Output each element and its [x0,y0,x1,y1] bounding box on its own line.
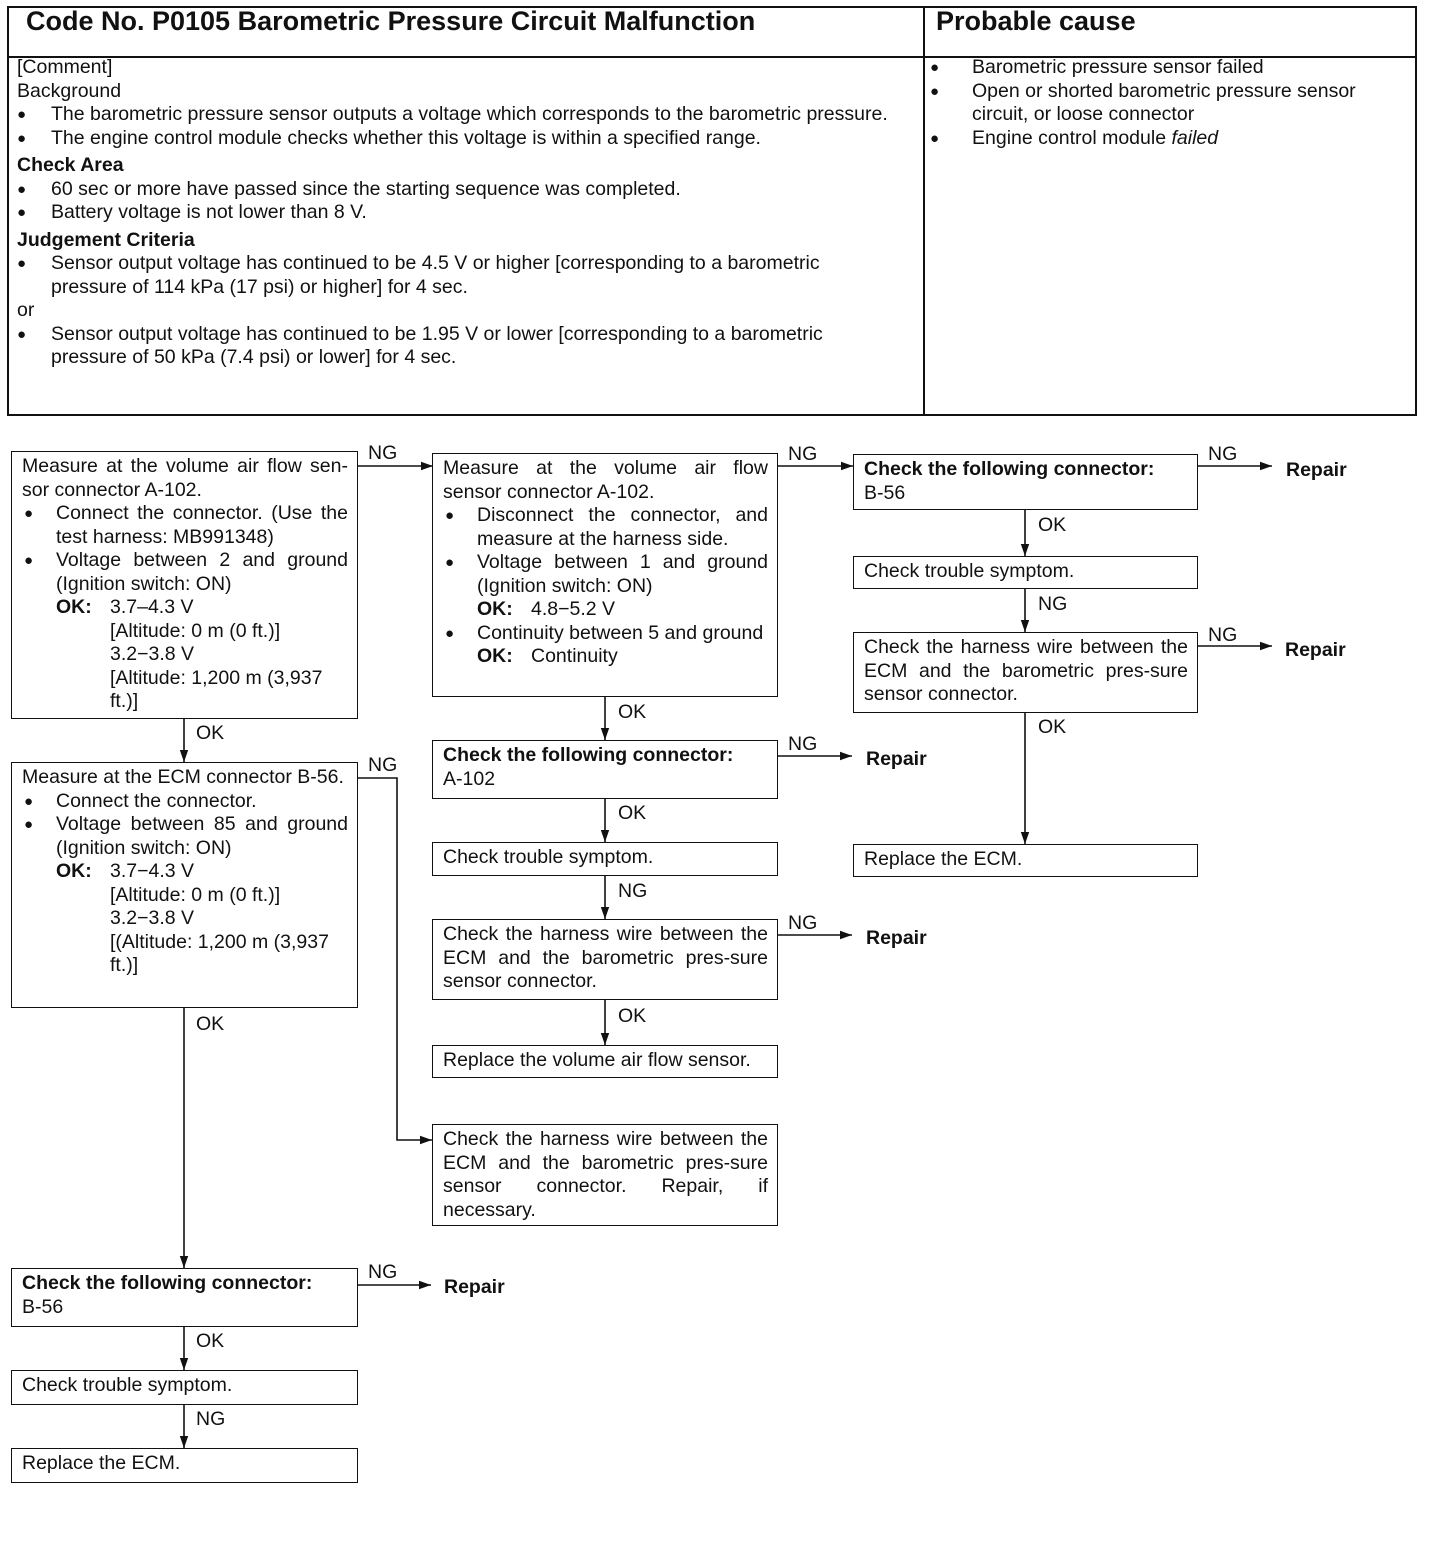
ok-label: OK [196,722,225,744]
page-title: Code No. P0105 Barometric Pressure Circuit Malfunction [26,6,756,36]
altitude-note: [(Altitude: 1,200 m (3,937 ft.)] [110,930,329,976]
connector-id: B-56 [22,1295,64,1318]
ng-label: NG [196,1408,226,1430]
altitude-note: [Altitude: 0 m (0 ft.)] [110,883,281,906]
step-replace-ecm [853,844,1198,877]
step-text: Measure at the volume air flow sen-sor connector A-102. [22,455,348,501]
repair-label: Repair [866,927,927,949]
step-text: Replace the volume air flow sensor. [443,1049,751,1071]
ok-value: 3.7–4.3 V [110,596,194,618]
judgement-item: ● Sensor output voltage has continued to be 4.5 V or higher [corresponding to a barometric pressure of 114 kPa (17 psi) or higher] for 4 sec. [17,252,897,299]
comment-label: [Comment] [17,56,113,78]
ng-label: NG [1038,593,1068,615]
step-replace-ecm [11,1448,358,1483]
judgement-label: Judgement Criteria [17,228,195,251]
step-check-harness-repair [432,1124,778,1226]
ok-value: 3.7−4.3 V [110,860,195,882]
step-measure-vaf-connector [11,451,358,719]
step-bullet: ● Voltage between 1 and ground (Ignition switch: ON) [443,551,768,598]
altitude-note: [Altitude: 1,200 m (3,937 ft.)] [110,666,323,712]
probable-cause-title: Probable cause [936,6,1136,36]
step-measure-ecm-connector [11,762,358,1008]
step-text: Check trouble symptom. [22,1374,233,1396]
ok-label: OK: [56,860,92,882]
ok-label: OK [618,802,647,824]
step-text: Check trouble symptom. [443,846,654,868]
step-text: Replace the ECM. [22,1452,181,1474]
step-title: Check the following connector: [864,458,1155,480]
cause-item: ● Engine control module failed [930,127,1400,151]
failed-emphasis: failed [1171,126,1219,149]
step-bullet: ● Disconnect the connector, and measure at the harness side. [443,504,768,551]
ok-label: OK [618,701,647,723]
repair-label: Repair [1285,639,1346,661]
altitude-note: [Altitude: 0 m (0 ft.)] [110,619,281,642]
cause-item: ● Open or shorted barometric pressure sensor circuit, or loose connector [930,80,1400,127]
step-bullet: ● Voltage between 85 and ground (Ignition switch: ON) [22,813,348,860]
step-check-trouble-symptom [11,1370,358,1405]
repair-label: Repair [444,1276,505,1298]
cause-item: ● Barometric pressure sensor failed [930,56,1400,80]
ok-label: OK [618,1005,647,1027]
step-bullet: ● Voltage between 2 and ground (Ignition switch: ON) [22,549,348,596]
ng-label: NG [788,912,818,934]
step-bullet: ● Connect the connector. (Use the test harness: MB991348) [22,502,348,549]
step-text: Replace the ECM. [864,848,1023,870]
repair-label: Repair [1286,459,1347,481]
ok-label: OK [1038,514,1067,536]
judgement-item: ● Sensor output voltage has continued to be 1.95 V or lower [corresponding to a barometric pressure of 50 kPa (7.4 psi) or lower] for 4 sec. [17,323,897,370]
check-area-item: ● 60 sec or more have passed since the starting sequence was completed. [17,178,897,202]
ok-label: OK: [477,598,513,620]
ok-label: OK: [56,596,92,618]
ok-label: OK [196,1013,225,1035]
ng-label: NG [368,754,398,776]
ok-label: OK [1038,716,1067,738]
background-item: ● The barometric pressure sensor outputs a voltage which corresponds to the barometric pressure. [17,103,897,127]
step-replace-vaf-sensor [432,1045,778,1078]
ok-value: 3.2−3.8 V [110,643,195,665]
ng-label: NG [368,442,398,464]
ok-spec [22,860,348,884]
step-check-connector-b56 [11,1268,358,1327]
repair-label: Repair [866,748,927,770]
ok-spec [22,596,348,620]
step-text: Check the harness wire between the ECM and the barometric pres-sure sensor connector. Repair, if necessary. [443,1128,768,1221]
check-area-label: Check Area [17,154,124,176]
ok-label: OK: [477,645,513,667]
ng-label: NG [1208,624,1238,646]
connector-id: A-102 [443,767,496,790]
background-item: ● The engine control module checks whether this voltage is within a specified range. [17,127,897,151]
ok-value: Continuity [531,645,618,667]
step-check-trouble-symptom [432,842,778,876]
ng-label: NG [1208,443,1238,465]
step-check-connector-b56 [853,454,1198,510]
ok-value: 4.8−5.2 V [531,598,616,620]
step-measure-vaf-harness [432,453,778,697]
step-text: Measure at the ECM connector B-56. [22,766,344,788]
ng-label: NG [618,880,648,902]
check-area-item: ● Battery voltage is not lower than 8 V. [17,201,897,225]
ok-label: OK [196,1330,225,1352]
step-text: Check trouble symptom. [864,560,1075,582]
step-check-harness-wire [853,632,1198,713]
ng-label: NG [368,1261,398,1283]
ng-label: NG [788,443,818,465]
step-text: Check the harness wire between the ECM and the barometric pres-sure sensor connector. [864,636,1188,705]
background-label: Background [17,79,122,102]
step-bullet: ● Connect the connector. [22,790,348,814]
ok-spec [443,645,768,669]
ok-spec [443,598,768,622]
step-text: Measure at the volume air flow sensor connector A-102. [443,457,768,503]
step-check-trouble-symptom [853,556,1198,589]
step-bullet: ● Continuity between 5 and ground [443,622,768,646]
connector-id: B-56 [864,481,906,504]
step-title: Check the following connector: [443,744,734,766]
ng-label: NG [788,733,818,755]
step-title: Check the following connector: [22,1272,313,1294]
step-check-connector-a102 [432,740,778,799]
step-text: Check the harness wire between the ECM and the barometric pres-sure sensor connector. [443,923,768,992]
ok-value: 3.2−3.8 V [110,907,195,929]
step-check-harness-wire [432,919,778,1000]
or-text: or [17,299,35,321]
